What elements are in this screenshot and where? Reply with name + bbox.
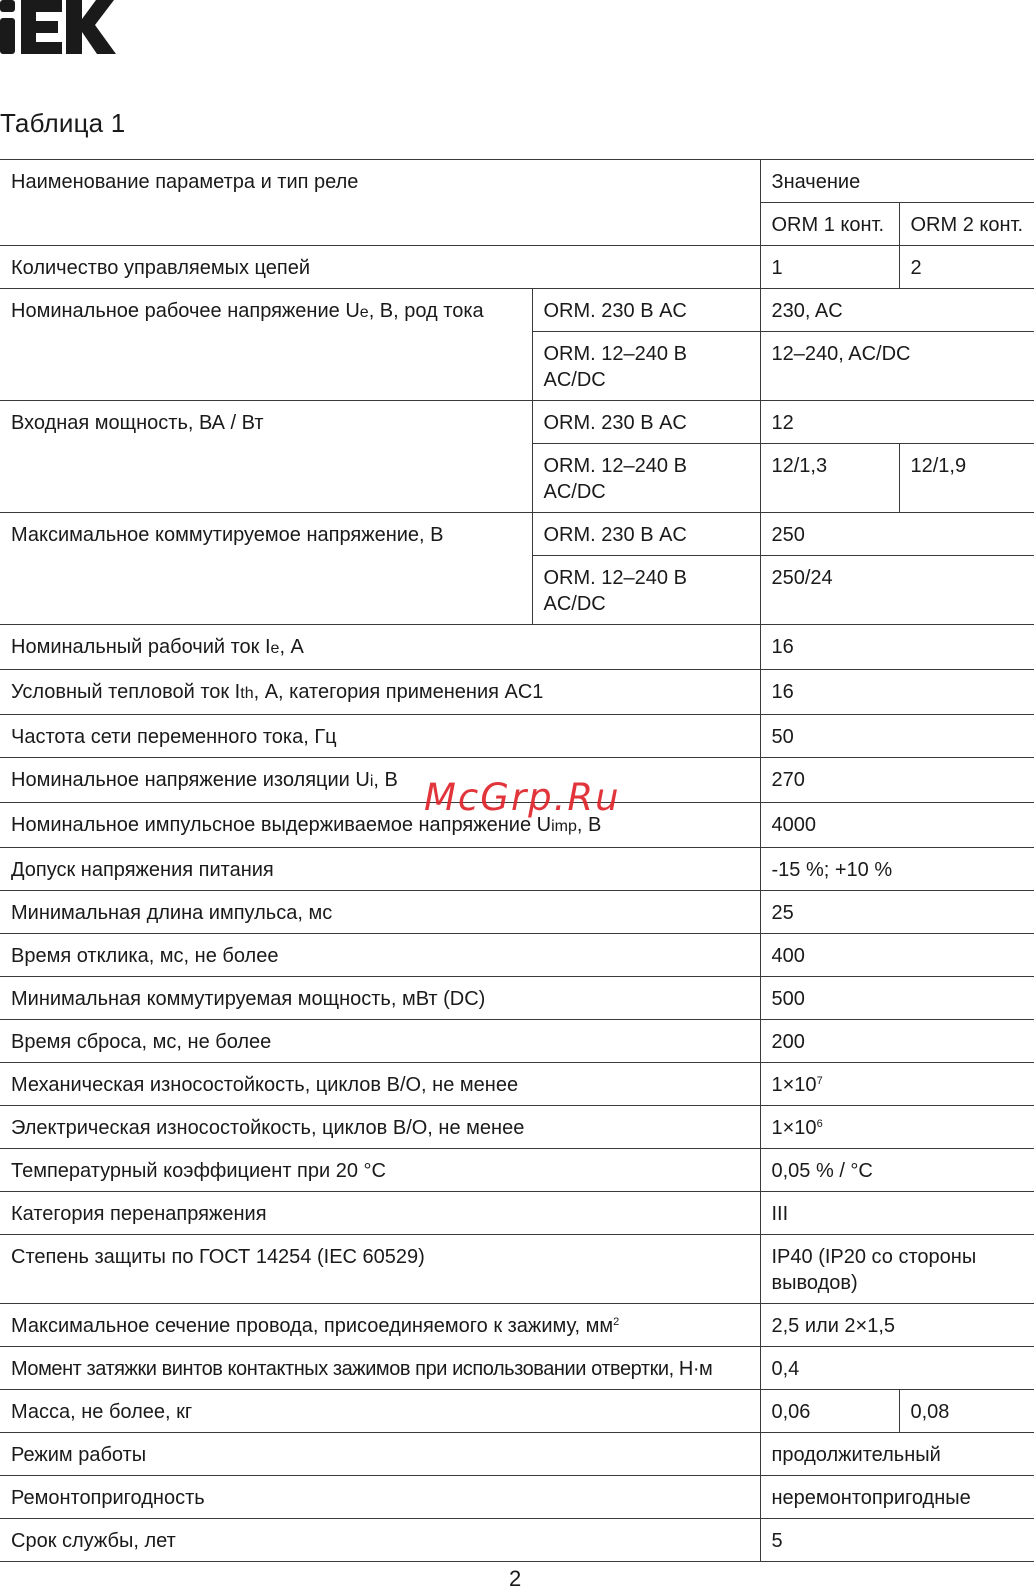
value-cell: 25 (760, 891, 1034, 934)
relay-type-cell: ORM. 230 В AC (532, 401, 760, 444)
table-row (0, 1347, 1034, 1390)
relay-type-cell: ORM. 12–240 В AC/DC (532, 556, 760, 625)
value-cell: 1 (760, 246, 899, 289)
table-row (0, 670, 1034, 715)
value-cell: 0,05 % / °С (760, 1149, 1034, 1192)
param-label: Время отклика, мс, не более (0, 934, 760, 977)
table-row (0, 1433, 1034, 1476)
param-label: Время сброса, мс, не более (0, 1020, 760, 1063)
param-label: Условный тепловой ток Ith, А, категория применения AC1 (0, 670, 760, 715)
table-row (0, 1020, 1034, 1063)
value-cell: 200 (760, 1020, 1034, 1063)
value-cell: $1\times 10^6$ (760, 1106, 1034, 1149)
value-cell: 16 (760, 625, 1034, 670)
relay-type-cell: ORM. 230 В AC (532, 289, 760, 332)
table-row (0, 513, 1034, 556)
value-cell: IP40 (IP20 со стороны выводов) (760, 1235, 1034, 1304)
param-label: Максимальное сечение провода, присоединяемого к зажиму, $мм^2$ (0, 1304, 760, 1347)
value-cell: $1\times 10^7$ (760, 1063, 1034, 1106)
param-label: Режим работы (0, 1433, 760, 1476)
value-cell: 12/1,3 (760, 444, 899, 513)
value-cell: 12/1,9 (899, 444, 1034, 513)
table-row (0, 289, 1034, 332)
param-label: Механическая износостойкость, циклов В/О, не менее (0, 1063, 760, 1106)
param-label: Электрическая износостойкость, циклов В/О, не менее (0, 1106, 760, 1149)
table-row (0, 401, 1034, 444)
value-cell: 270 (760, 758, 1034, 803)
param-label: Допуск напряжения питания (0, 848, 760, 891)
value-cell: 500 (760, 977, 1034, 1020)
param-label: Номинальное импульсное выдерживаемое напряжение Uimp, В (0, 803, 760, 848)
value-cell: 50 (760, 715, 1034, 758)
param-label: Количество управляемых цепей (0, 246, 760, 289)
param-label: Входная мощность, ВА / Вт (0, 401, 532, 513)
header-param-cell: Наименование параметра и тип реле (0, 160, 760, 246)
header-value-cell: Значение (760, 160, 1034, 203)
page-number: 2 (509, 1566, 522, 1591)
header-orm2-cell: ORM 2 конт. (899, 203, 1034, 246)
value-cell: -15 %; +10 % (760, 848, 1034, 891)
table-row (0, 1063, 1034, 1106)
table-row (0, 1192, 1034, 1235)
param-label: Масса, не более, кг (0, 1390, 760, 1433)
value-cell: 16 (760, 670, 1034, 715)
value-cell: III (760, 1192, 1034, 1235)
table-row (0, 625, 1034, 670)
table-row (0, 715, 1034, 758)
table-caption: Таблица 1 (0, 108, 126, 138)
param-label: Степень защиты по ГОСТ 14254 (IEC 60529) (0, 1235, 760, 1304)
param-label: Номинальное рабочее напряжение Ue, В, род тока (0, 289, 532, 401)
param-label: Номинальное напряжение изоляции Ui, В (0, 758, 760, 803)
value-cell: 4000 (760, 803, 1034, 848)
table-row (0, 977, 1034, 1020)
iek-logo (0, 0, 116, 58)
value-cell: 250/24 (760, 556, 1034, 625)
specifications-table (0, 159, 1034, 1562)
param-label: Температурный коэффициент при 20 °С (0, 1149, 760, 1192)
value-cell: 2,5 или 2×1,5 (760, 1304, 1034, 1347)
table-row (0, 1149, 1034, 1192)
value-cell: продолжительный (760, 1433, 1034, 1476)
value-cell: 250 (760, 513, 1034, 556)
value-cell: 0,06 (760, 1390, 899, 1433)
param-label: Момент затяжки винтов контактных зажимов при использовании отвертки, Н·м (0, 1347, 760, 1390)
relay-type-cell: ORM. 230 В AC (532, 513, 760, 556)
value-cell: 0,4 (760, 1347, 1034, 1390)
param-label: Минимальная длина импульса, мс (0, 891, 760, 934)
table-row (0, 246, 1034, 289)
table-row (0, 1235, 1034, 1304)
value-cell: 2 (899, 246, 1034, 289)
param-label: Минимальная коммутируемая мощность, мВт (DC) (0, 977, 760, 1020)
table-row (0, 1476, 1034, 1519)
param-label: Категория перенапряжения (0, 1192, 760, 1235)
table-header-row (0, 160, 1034, 203)
value-cell: 12 (760, 401, 1034, 444)
param-label: Частота сети переменного тока, Гц (0, 715, 760, 758)
param-label: Срок службы, лет (0, 1519, 760, 1562)
table-row (0, 1390, 1034, 1433)
relay-type-cell: ORM. 12–240 В AC/DC (532, 332, 760, 401)
table-row (0, 1106, 1034, 1149)
table-row (0, 848, 1034, 891)
value-cell: 5 (760, 1519, 1034, 1562)
header-orm1-cell: ORM 1 конт. (760, 203, 899, 246)
table-row (0, 891, 1034, 934)
value-cell: 12–240, AC/DC (760, 332, 1034, 401)
param-label: Ремонтопригодность (0, 1476, 760, 1519)
value-cell: 0,08 (899, 1390, 1034, 1433)
table-row (0, 934, 1034, 977)
relay-type-cell: ORM. 12–240 В AC/DC (532, 444, 760, 513)
watermark: McGrp.Ru (424, 776, 621, 819)
value-cell: 400 (760, 934, 1034, 977)
table-row (0, 1519, 1034, 1562)
param-label: Максимальное коммутируемое напряжение, В (0, 513, 532, 625)
param-label: Номинальный рабочий ток Ie, А (0, 625, 760, 670)
value-cell: 230, AC (760, 289, 1034, 332)
value-cell: неремонтопригодные (760, 1476, 1034, 1519)
table-row (0, 1304, 1034, 1347)
